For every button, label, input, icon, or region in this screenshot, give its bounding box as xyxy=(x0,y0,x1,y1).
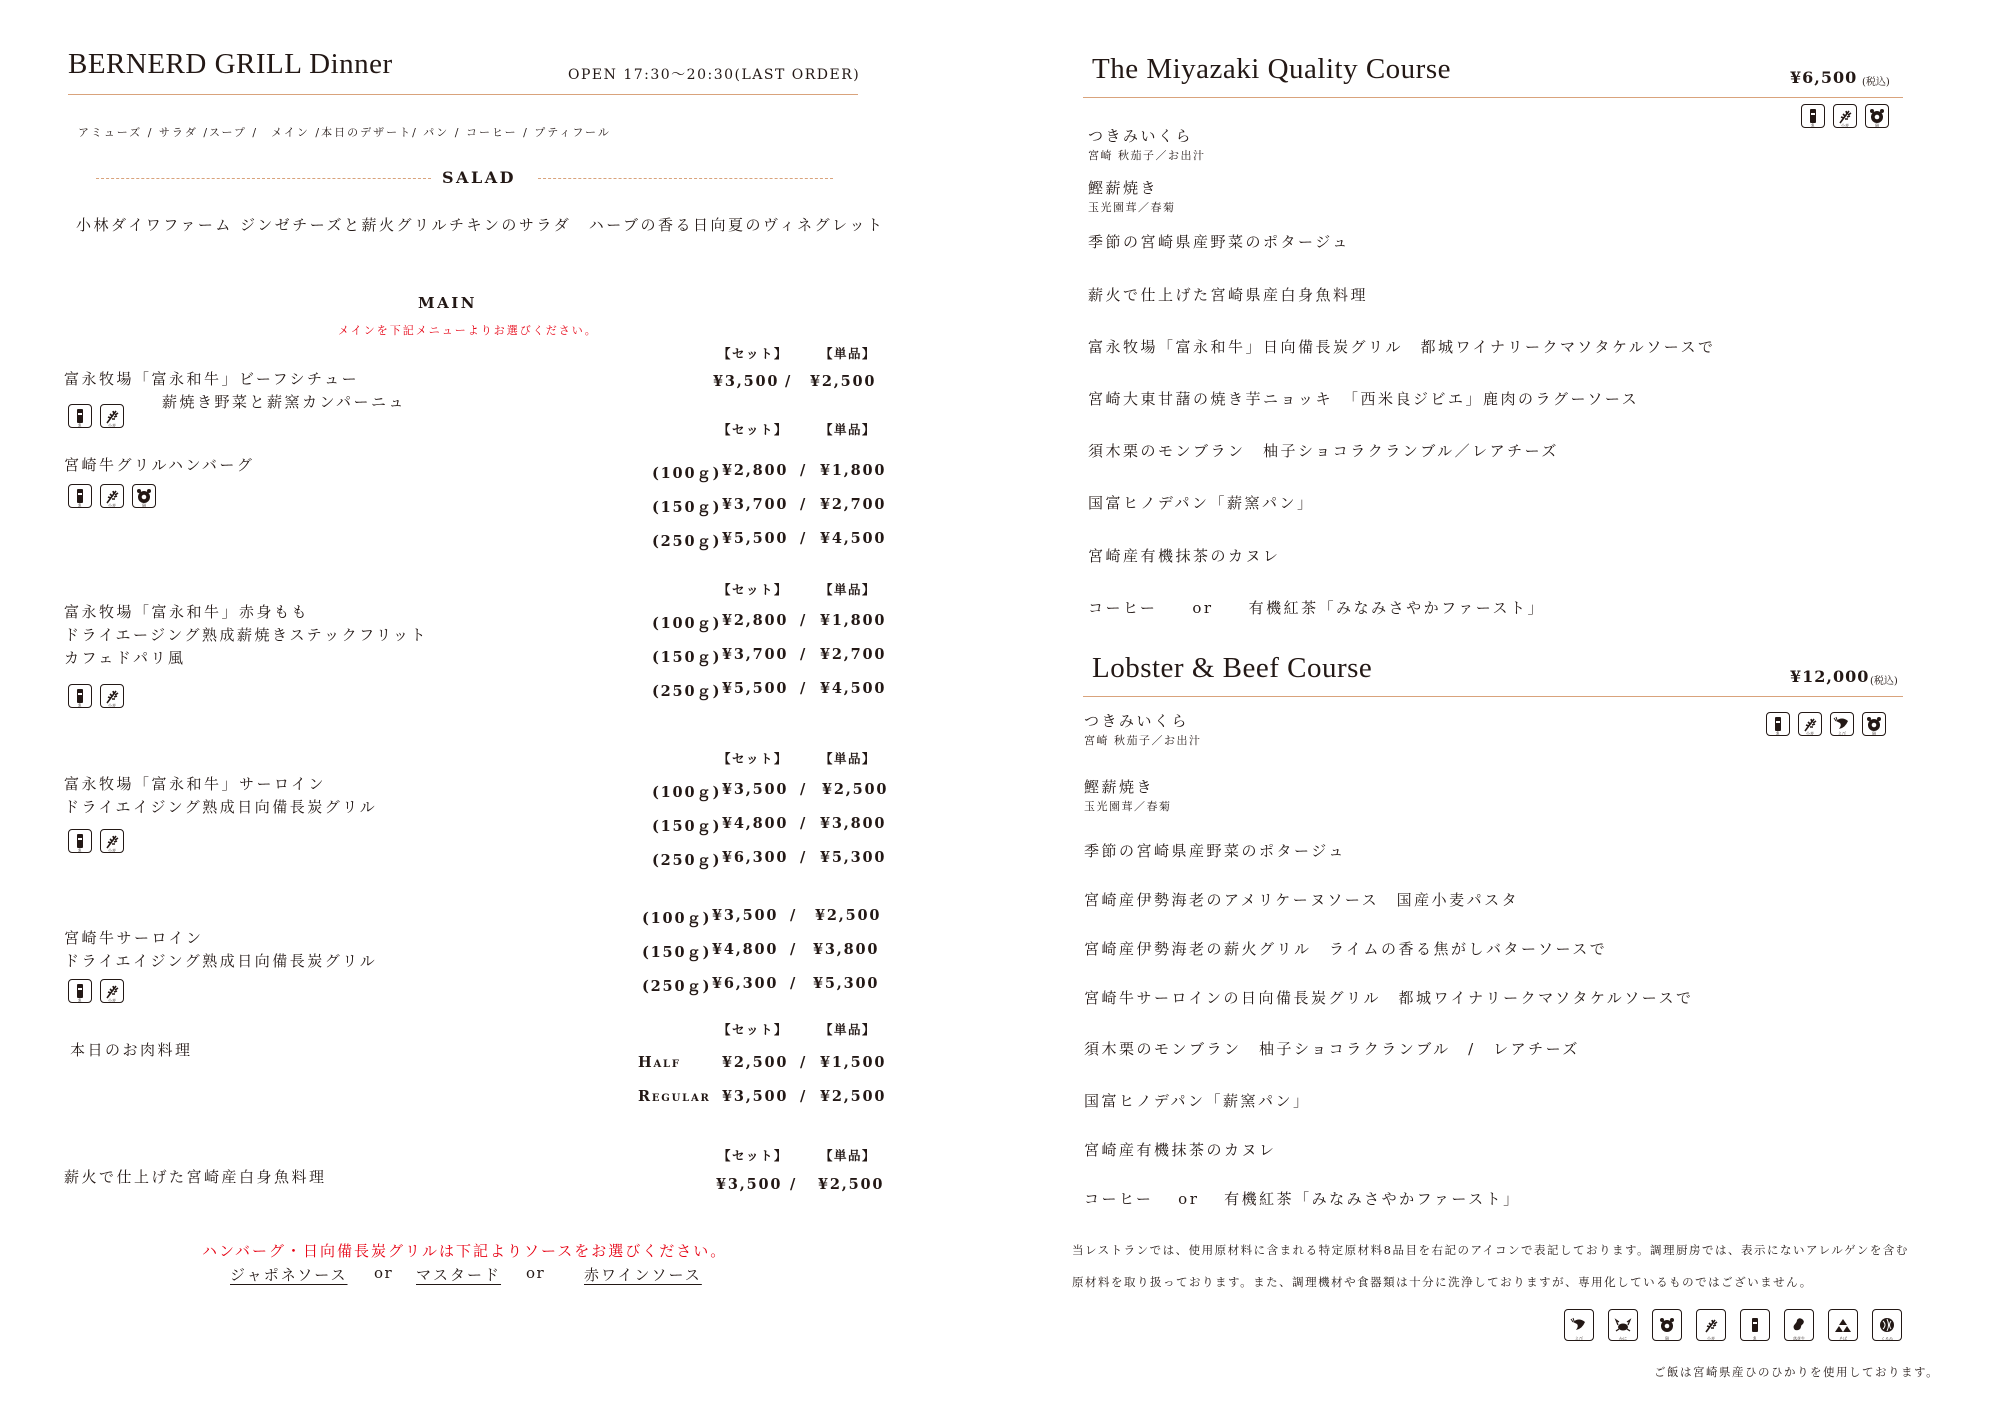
wheat-icon: 小麦 xyxy=(1798,712,1822,736)
beef-stew-sub: 薪焼き野菜と薪窯カンパーニュ xyxy=(162,393,406,411)
price-slash: / xyxy=(790,975,798,992)
sauce-mustard: マスタード xyxy=(416,1266,502,1284)
single-price: ¥3,800 xyxy=(820,815,887,832)
egg-icon: 卵 xyxy=(1865,104,1889,128)
main-note: メインを下記メニューよりお選びください。 xyxy=(338,324,598,337)
course-item: 須木栗のモンブラン 柚子ショコラクランブル／レアチーズ xyxy=(1088,442,1559,460)
opening-hours: OPEN 17:30〜20:30(LAST ORDER) xyxy=(568,67,861,83)
set-price: ¥4,800 xyxy=(722,815,789,832)
salad-dash-right xyxy=(538,178,833,179)
single-price: ¥2,500 xyxy=(820,1088,887,1105)
salad-heading: SALAD xyxy=(442,168,517,187)
shrimp-icon: えび xyxy=(1564,1309,1594,1341)
price-slash: / xyxy=(790,941,798,958)
size: (100ｇ) xyxy=(652,784,722,801)
course-item: 宮崎産伊勢海老のアメリケーヌソース 国産小麦パスタ xyxy=(1084,891,1520,909)
rice-note: ご飯は宮崎県産ひのひかりを使用しております。 xyxy=(1654,1365,1940,1379)
course-item: 鰹薪焼き xyxy=(1084,778,1155,796)
title-rule xyxy=(68,94,858,95)
set-price: ¥3,700 xyxy=(722,496,789,513)
single-label: 【単品】 xyxy=(820,422,877,437)
size: (150ｇ) xyxy=(642,944,712,961)
single-price: ¥2,700 xyxy=(820,496,887,513)
set-label: 【セット】 xyxy=(718,1022,789,1037)
course-item: 鰹薪焼き xyxy=(1088,179,1159,197)
course-item: つきみいくら xyxy=(1084,712,1190,730)
or-text: or xyxy=(374,1264,394,1282)
set-price: ¥5,500 xyxy=(722,530,789,547)
course-item: 富永牧場「富永和牛」日向備長炭グリル 都城ワイナリークマソタケルソースで xyxy=(1088,338,1716,356)
momo-style: カフェドパリ風 xyxy=(64,649,186,667)
buckwheat-icon: そば xyxy=(1828,1309,1858,1341)
course1-tax: (税込) xyxy=(1862,77,1890,88)
fish-set-price: ¥3,500 xyxy=(716,1176,783,1193)
milk-icon: 乳 xyxy=(68,484,92,508)
miyazaki-sirloin-allergens xyxy=(68,979,124,1003)
wheat-icon: 小麦 xyxy=(100,404,124,428)
beef-stew-name: 富永牧場「富永和牛」ビーフシチュー xyxy=(64,370,360,388)
price-slash: / xyxy=(800,815,808,832)
set-price: ¥3,500 xyxy=(712,907,779,924)
course-item-sub: 玉光園茸／春菊 xyxy=(1088,201,1176,214)
milk-icon: 乳 xyxy=(68,404,92,428)
single-label: 【単品】 xyxy=(820,582,877,597)
egg-icon: 卵 xyxy=(1862,712,1886,736)
single-price: ¥1,800 xyxy=(820,462,887,479)
price-slash: / xyxy=(800,781,808,798)
allergen-note-line2: 原材料を取り扱っております。また、調理機材や食器類は十分に洗浄しておりますが、専用化しているものではございません。 xyxy=(1072,1275,1813,1289)
course2-tax: (税込) xyxy=(1870,676,1898,687)
single-price: ¥2,500 xyxy=(822,781,889,798)
course2-price: ¥12,000 xyxy=(1790,667,1870,686)
single-price: ¥5,300 xyxy=(813,975,880,992)
course1-allergens xyxy=(1801,104,1889,128)
course-item: 薪火で仕上げた宮崎県産白身魚料理 xyxy=(1088,286,1369,304)
size: (100ｇ) xyxy=(642,910,712,927)
hamburg-allergens xyxy=(68,484,156,508)
wheat-icon: 小麦 xyxy=(1696,1309,1726,1341)
set-price: ¥4,800 xyxy=(712,941,779,958)
course-item: 季節の宮崎県産野菜のポタージュ xyxy=(1084,842,1346,860)
size: (250ｇ) xyxy=(652,533,722,550)
size: (100ｇ) xyxy=(652,465,722,482)
momo-allergens xyxy=(68,684,124,708)
course1-price: ¥6,500 xyxy=(1790,68,1858,87)
price-slash: / xyxy=(800,530,808,547)
salad-dash-left xyxy=(96,178,431,179)
beef-stew-set-price: ¥3,500 xyxy=(713,373,780,390)
set-label: 【セット】 xyxy=(718,751,789,766)
course2-allergens xyxy=(1766,712,1886,736)
wheat-icon: 小麦 xyxy=(100,979,124,1003)
allergen-legend xyxy=(1564,1309,1902,1341)
course2-title: Lobster & Beef Course xyxy=(1092,652,1373,684)
course-item: 宮崎大東甘藷の焼き芋ニョッキ 「西米良ジビエ」鹿肉のラグーソース xyxy=(1088,390,1640,408)
single-label: 【単品】 xyxy=(820,346,877,361)
size: (150ｇ) xyxy=(652,649,722,666)
main-heading: MAIN xyxy=(418,294,477,312)
crab-icon: かに xyxy=(1608,1309,1638,1341)
size: (100ｇ) xyxy=(652,615,722,632)
set-price: ¥2,800 xyxy=(722,462,789,479)
momo-name: 富永牧場「富永和牛」赤身もも xyxy=(64,603,310,621)
menu-title: BERNERD GRILL Dinner xyxy=(68,48,393,80)
course1-title: The Miyazaki Quality Course xyxy=(1092,53,1451,85)
sauce-red-wine: 赤ワインソース xyxy=(584,1266,702,1284)
set-price: ¥6,300 xyxy=(722,849,789,866)
course2-rule xyxy=(1083,696,1903,697)
single-label: 【単品】 xyxy=(820,751,877,766)
set-price: ¥5,500 xyxy=(722,680,789,697)
course-item-sub: 宮崎 秋茄子／お出汁 xyxy=(1084,734,1202,747)
milk-icon: 乳 xyxy=(68,829,92,853)
size: Regular xyxy=(638,1088,711,1105)
course-item: つきみいくら xyxy=(1088,127,1194,145)
allergen-note-line1: 当レストランでは、使用原材料に含まれる特定原材料8品目を右記のアイコンで表記しております。調理厨房では、表示にないアレルゲンを含む xyxy=(1072,1243,1909,1257)
wheat-icon: 小麦 xyxy=(1833,104,1857,128)
single-price: ¥4,500 xyxy=(820,530,887,547)
course-item: 宮崎産伊勢海老の薪火グリル ライムの香る焦がしバターソースで xyxy=(1084,940,1608,958)
course-flow: アミューズ / サラダ /スープ / メイン /本日のデザート/ パン / コーヒー / プティフール xyxy=(78,126,611,139)
miyazaki-sirloin-name: 宮崎牛サーロイン xyxy=(64,929,204,947)
price-slash: / xyxy=(800,612,808,629)
set-price: ¥3,500 xyxy=(722,781,789,798)
set-price: ¥2,800 xyxy=(722,612,789,629)
single-label: 【単品】 xyxy=(820,1148,877,1163)
set-price: ¥3,500 xyxy=(722,1088,789,1105)
walnut-icon: くるみ xyxy=(1872,1309,1902,1341)
single-price: ¥1,500 xyxy=(820,1054,887,1071)
course1-rule xyxy=(1083,97,1903,98)
course-item: コーヒー or 有機紅茶「みなみさやかファースト」 xyxy=(1084,1190,1521,1208)
size: (250ｇ) xyxy=(642,978,712,995)
course-item: 宮崎産有機抹茶のカヌレ xyxy=(1084,1141,1277,1159)
size: (150ｇ) xyxy=(652,499,722,516)
single-price: ¥5,300 xyxy=(820,849,887,866)
wheat-icon: 小麦 xyxy=(100,829,124,853)
price-slash: / xyxy=(800,462,808,479)
course-item: 国富ヒノデパン「薪窯パン」 xyxy=(1084,1092,1311,1110)
course-item: 須木栗のモンブラン 柚子ショコラクランブル / レアチーズ xyxy=(1084,1040,1580,1058)
or-text: or xyxy=(526,1264,546,1282)
size: (250ｇ) xyxy=(652,683,722,700)
price-slash: / xyxy=(800,496,808,513)
size: (250ｇ) xyxy=(652,852,722,869)
single-price: ¥1,800 xyxy=(820,612,887,629)
course-item: 宮崎牛サーロインの日向備長炭グリル 都城ワイナリークマソタケルソースで xyxy=(1084,989,1694,1007)
set-label: 【セット】 xyxy=(718,422,789,437)
course-item-sub: 宮崎 秋茄子／お出汁 xyxy=(1088,149,1206,162)
set-price: ¥2,500 xyxy=(722,1054,789,1071)
sirloin-sub: ドライエイジング熟成日向備長炭グリル xyxy=(64,798,378,816)
price-slash: / xyxy=(790,907,798,924)
price-slash: / xyxy=(800,1054,808,1071)
single-price: ¥2,700 xyxy=(820,646,887,663)
milk-icon: 乳 xyxy=(68,979,92,1003)
set-price: ¥6,300 xyxy=(712,975,779,992)
milk-icon: 乳 xyxy=(68,684,92,708)
course-item: 季節の宮崎県産野菜のポタージュ xyxy=(1088,233,1350,251)
single-price: ¥4,500 xyxy=(820,680,887,697)
sauce-note: ハンバーグ・日向備長炭グリルは下記よりソースをお選びください。 xyxy=(202,1242,728,1260)
beef-stew-allergens xyxy=(68,404,124,428)
sirloin-name: 富永牧場「富永和牛」サーロイン xyxy=(64,775,327,793)
momo-sub: ドライエージング熟成薪焼きステックフリット xyxy=(64,626,428,644)
size: (150ｇ) xyxy=(652,818,722,835)
course-item: 国富ヒノデパン「薪窯パン」 xyxy=(1088,494,1315,512)
fish-name: 薪火で仕上げた宮崎産白身魚料理 xyxy=(64,1168,327,1186)
set-label: 【セット】 xyxy=(718,346,789,361)
size: Half xyxy=(638,1054,681,1071)
single-price: ¥2,500 xyxy=(815,907,882,924)
single-price: ¥3,800 xyxy=(813,941,880,958)
beef-stew-single-price: ¥2,500 xyxy=(810,373,877,390)
peanut-icon: 落花生 xyxy=(1784,1309,1814,1341)
course-item-sub: 玉光園茸／春菊 xyxy=(1084,800,1172,813)
price-slash: / xyxy=(790,1176,798,1193)
price-slash: / xyxy=(800,680,808,697)
hamburg-name: 宮崎牛グリルハンバーグ xyxy=(64,456,255,474)
wheat-icon: 小麦 xyxy=(100,684,124,708)
price-slash: / xyxy=(800,849,808,866)
salad-description: 小林ダイワファーム ジンゼチーズと薪火グリルチキンのサラダ ハーブの香る日向夏のヴィネグレット xyxy=(76,216,885,234)
milk-icon: 乳 xyxy=(1766,712,1790,736)
single-label: 【単品】 xyxy=(820,1022,877,1037)
today-meat-name: 本日のお肉料理 xyxy=(70,1041,193,1059)
set-label: 【セット】 xyxy=(718,1148,789,1163)
sauce-japonaise: ジャポネソース xyxy=(230,1266,348,1284)
price-slash: / xyxy=(800,1088,808,1105)
milk-icon: 乳 xyxy=(1740,1309,1770,1341)
fish-single-price: ¥2,500 xyxy=(818,1176,885,1193)
milk-icon: 乳 xyxy=(1801,104,1825,128)
price-slash: / xyxy=(800,646,808,663)
price-slash: / xyxy=(785,373,793,390)
course-item: コーヒー or 有機紅茶「みなみさやかファースト」 xyxy=(1088,599,1546,617)
wheat-icon: 小麦 xyxy=(100,484,124,508)
course-item: 宮崎産有機抹茶のカヌレ xyxy=(1088,547,1281,565)
sirloin-allergens xyxy=(68,829,124,853)
egg-icon: 卵 xyxy=(132,484,156,508)
set-price: ¥3,700 xyxy=(722,646,789,663)
shrimp-icon: えび xyxy=(1830,712,1854,736)
egg-icon: 卵 xyxy=(1652,1309,1682,1341)
set-label: 【セット】 xyxy=(718,582,789,597)
miyazaki-sirloin-sub: ドライエイジング熟成日向備長炭グリル xyxy=(64,952,378,970)
